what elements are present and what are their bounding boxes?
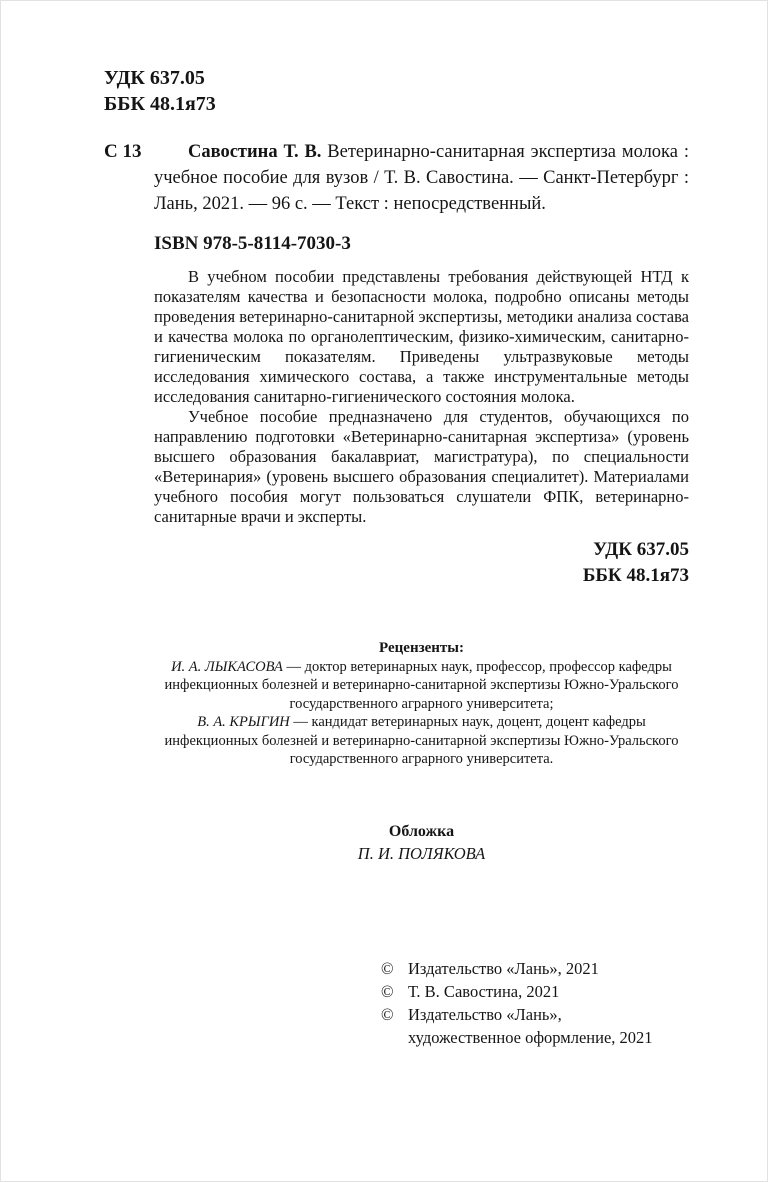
- copyright-text: Издательство «Лань»,: [408, 1004, 562, 1024]
- reviewers-section: [154, 639, 689, 769]
- reviewer-entry: [154, 658, 689, 714]
- udk-top-code: УДК 637.05: [104, 67, 205, 89]
- udk-bottom-code: УДК 637.05: [593, 539, 689, 560]
- cover-label: Обложка: [388, 822, 455, 840]
- record-author: Савостина Т. В.: [188, 142, 322, 162]
- annotation-paragraph-1: В учебном пособии представлены требования действующей НТД к показателям качества и безопасности молока, подробно описаны методы проведения ветеринарно-санитарной экспертизы, методики анализа состава и качества молока по органолептическим, физико-химическим, санитарно-гигиеническим показателям. Приведены ультразвуковые методы исследования химического состава, а также инструментальные методы исследования санитарно-гигиенического состояния молока.: [154, 267, 689, 406]
- isbn: ISBN 978-5-8114-7030-3: [154, 233, 351, 254]
- reviewers-heading: Рецензенты:: [379, 640, 464, 656]
- copyright-text: художественное оформление, 2021: [408, 1027, 653, 1047]
- reviewer-name: В. А. КРЫГИН: [197, 714, 290, 730]
- copyright-symbol: ©: [381, 958, 394, 978]
- copyright-symbol: ©: [381, 1004, 394, 1024]
- bbk-top-code: ББК 48.1я73: [104, 93, 216, 115]
- copyright-line: [381, 957, 689, 980]
- copyright-line: [381, 980, 689, 1003]
- copyright-section: [381, 957, 689, 1049]
- copyright-text: Издательство «Лань», 2021: [408, 958, 599, 978]
- reviewer-description: — кандидат ветеринарных наук, доцент, доцент кафедры инфекционных болезней и ветеринарно-санитарной экспертизы Южно-Уральского государственного аграрного университета.: [164, 714, 679, 767]
- copyright-line: [381, 1026, 689, 1049]
- reviewer-name: И. А. ЛЫКАСОВА: [171, 658, 283, 675]
- copyright-text: Т. В. Савостина, 2021: [408, 981, 560, 1001]
- cover-designer: П. И. ПОЛЯКОВА: [357, 843, 486, 863]
- copyright-line: [381, 1003, 689, 1026]
- copyright-symbol: ©: [381, 981, 394, 1001]
- annotation-paragraph-2: Учебное пособие предназначено для студентов, обучающихся по направлению подготовки «Ветеринарно-санитарная экспертиза» (уровень высшего образования бакалавриат, магистратура), по специальности «Ветеринария» (уровень высшего образования специалитет). Материалами учебного пособия могут пользоваться слушатели ФПК, ветеринарно-санитарные врачи и эксперты.: [154, 407, 689, 526]
- bbk-bottom-code: ББК 48.1я73: [582, 565, 689, 586]
- cover-section: [154, 821, 689, 865]
- reviewer-entry: [154, 713, 689, 769]
- record-code: С 13: [104, 141, 142, 162]
- bottom-codes: [154, 537, 689, 589]
- annotation: [154, 267, 689, 589]
- bibliographic-record: [104, 139, 689, 257]
- reviewer-description: — доктор ветеринарных наук, профессор, профессор кафедры инфекционных болезней и ветеринарно-санитарной экспертизы Южно-Уральского государственного аграрного университета;: [164, 658, 679, 712]
- record-description: Ветеринарно-санитарная экспертиза молока : учебное пособие для вузов / Т. В. Савостина. — Санкт-Петербург : Лань, 2021. — 96 с. — Текст : непосредственный.: [154, 142, 689, 214]
- top-codes: [104, 65, 689, 117]
- record-text: [154, 139, 689, 217]
